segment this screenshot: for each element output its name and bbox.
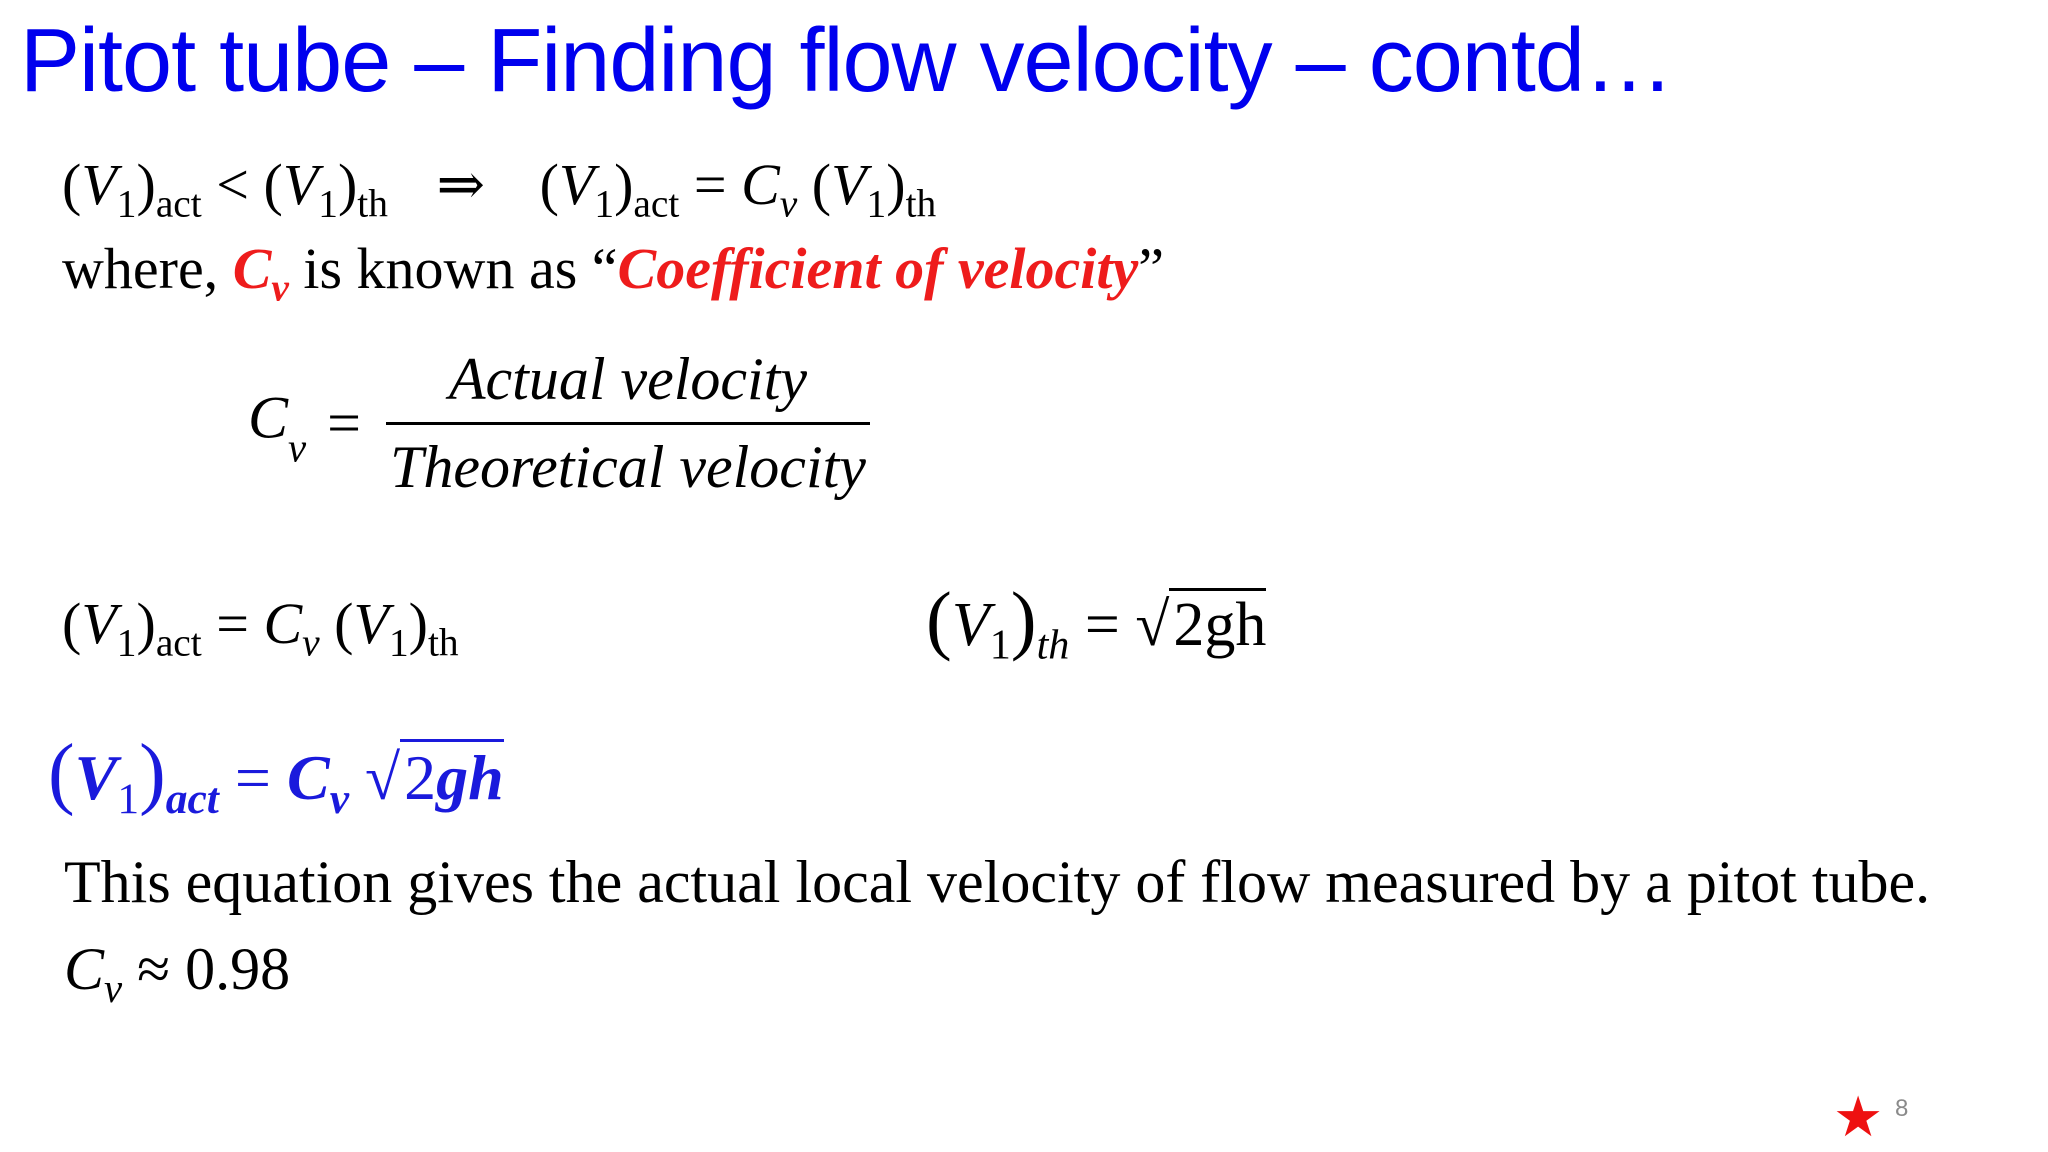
inequality-equation: $(V_1)_{act} < (V_1)_{th}$ ⇒ $(V_1)_{act} = C_v$ $(V_1)_{th}$ xyxy=(62,152,937,226)
velocity-fraction xyxy=(386,345,870,502)
sqrt-symbol-result: √2gh xyxy=(365,741,504,815)
page-number: 8 xyxy=(1895,1095,1909,1122)
cv-fraction-equation: $C_v$ = $\frac{\text{Actual velocity}}{\text{Theoretical velocity}}$ xyxy=(248,345,870,502)
approx-value: $C_v \approx 0.98$ xyxy=(64,936,291,1012)
sqrt-symbol: √2gh xyxy=(1135,590,1266,661)
actual-velocity-equation: $(V_1)_{act} = C_v$ $(V_1)_{th}$ xyxy=(62,591,459,665)
description-text: This equation gives the actual local velocity of flow measured by a pitot tube. xyxy=(64,849,1931,915)
theoretical-velocity-equation: $(V_1)_{th} = √2gh$ xyxy=(926,576,1267,669)
implies-symbol: ⇒ xyxy=(436,152,486,217)
result-equation: $(V_1)_{act} = C_v$ √2gh xyxy=(48,729,504,823)
cv-symbol: $C_v$ xyxy=(232,236,289,310)
star-icon: ★ xyxy=(1833,1085,1884,1150)
coefficient-term: Coefficient of velocity xyxy=(617,236,1139,301)
fraction-denominator: Theoretical velocity xyxy=(389,434,866,500)
slide-title: Pitot tube – Finding flow velocity – contd… xyxy=(20,11,1673,111)
definition-line: where, $C_v$ is known as “Coefficient of velocity” xyxy=(62,236,1164,310)
fraction-numerator: Actual velocity xyxy=(386,345,870,425)
